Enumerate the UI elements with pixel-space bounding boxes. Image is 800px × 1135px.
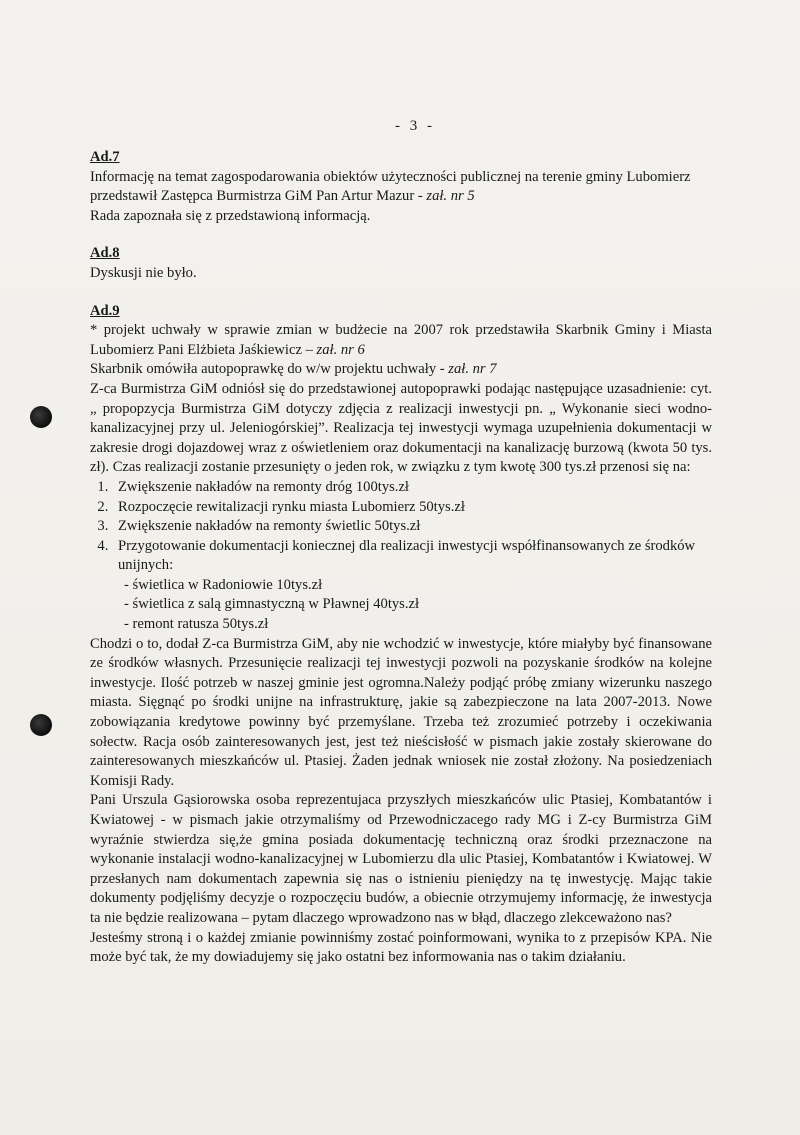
ad9-paragraph-3: Jesteśmy stroną i o każdej zmianie powinniśmy zostać poinformowani, wynika to z przepisów KPA. Nie może być tak, że my dowiadujemy się jako ostatni bez informowania nas o takim działaniu.	[90, 929, 712, 966]
ad9-intro	[90, 321, 712, 360]
ad8-line1: Dyskusji nie było.	[90, 264, 197, 281]
ad9-paragraph-1: Chodzi o to, dodał Z-ca Burmistrza GiM, aby nie wchodzić w inwestycje, które miałyby być finansowane ze środków własnych. Przesunięcie realizacji tej inwestycji pozwoli na pozyskanie środków na kolejne inwestycje. Ilość potrzeb w naszej gminie jest ogromna.Należy podjąć próbę zmiany wizerunku naszego miasta. Sięgnąć po środki unijne na infrastrukturę, jakie są zabezpieczone na lata 2007-2013. Nowe zobowiązania kredytowe powinny być przemyślane. Trzeba też zrozumieć potrzeby i oczekiwania sołectw. Racja osób zainteresowanych jest, jest też nieścisłość w pismach jakie zostały skierowane do zainteresowanych mieszkańców ul. Ptasiej. Żaden jednak wniosek nie został złożony. Na posiedzeniach Komisji Rady.	[90, 635, 712, 789]
ad9-paragraph-2: Pani Urszula Gąsiorowska osoba reprezentujaca przyszłych mieszkańców ulic Ptasiej, Kombatantów i Kwiatowej - w pismach jakie otrzymaliśmy od Przewodniczacego rady MG i Z-cy Burmistrza GiM wyraźnie stwierdza się,że gmina posiada dokumentację techniczną oraz środki przeznaczone na wykonanie instalacji wodno-kanalizacyjnej w Lubomierzu dla ulic Ptasiej, Kombatantów i Kwiatowej. W przesłanych nam dokumentach zapewnia się nas o istnieniu pieniędzy na tę inwestycję. Mając takie dokumenty podjęliśmy decyzje o rozpoczęciu budów, a obiecnie otrzymujemy informację, że inwestycja ta nie będzie realizowana – pytam dlaczego wprowadzono nas w błąd, dlaczego zlekceważono nas?	[90, 792, 712, 926]
ad7-attachment: - zał. nr 5	[417, 188, 475, 205]
ad7-line1: Informację na temat zagospodarowania obiektów użyteczności publicznej na terenie gminy Lubomierz przedstawił Zastępca Burmistrza GiM Pan Artur Mazur	[90, 168, 691, 205]
section-heading-ad8: Ad.8	[90, 245, 120, 262]
section-heading-ad9: Ad.9	[90, 302, 120, 319]
ad7-text	[90, 168, 712, 207]
sub-list	[118, 576, 712, 635]
section-heading-ad7: Ad.7	[90, 149, 120, 165]
list-item	[112, 537, 712, 635]
sub-list-item: - świetlica z salą gimnastyczną w Pławnej 40tys.zł	[124, 596, 420, 613]
list-item-text: Przygotowanie dokumentacji koniecznej dla realizacji inwestycji współfinansowanych ze środków unijnych:	[118, 537, 696, 574]
allocation-list	[90, 478, 712, 635]
ad9-intro-attachment: – zał. nr 6	[305, 341, 365, 358]
ad7-line2: Rada zapoznała się z przedstawioną informacją.	[90, 207, 371, 224]
ad9-intro-text: * projekt uchwały w sprawie zmian w budżecie na 2007 rok przedstawiła Skarbnik Gminy i Miasta Lubomierz Pani Elżbieta Jaśkiewicz	[90, 322, 712, 358]
sub-list-item: - świetlica w Radoniowie 10tys.zł	[124, 576, 323, 593]
punch-hole-bottom	[30, 714, 52, 736]
ad9-autopoprawka-text: Skarbnik omówiła autopoprawkę do w/w projektu uchwały	[90, 361, 440, 378]
sub-list-item: - remont ratusza 50tys.zł	[124, 616, 269, 633]
list-item: 1. Zwiększenie nakładów na remonty dróg 100tys.zł	[112, 478, 712, 498]
list-item: 2. Rozpoczęcie rewitalizacji rynku miasta Lubomierz 50tys.zł	[112, 498, 712, 518]
list-item: 3. Zwiększenie nakładów na remonty świetlic 50tys.zł	[112, 517, 712, 537]
punch-hole-top	[30, 406, 52, 428]
document-body	[90, 148, 712, 968]
ad9-autopoprawka	[90, 360, 712, 380]
ad9-autopoprawka-attachment: - zał. nr 7	[439, 361, 497, 378]
page-number: - 3 -	[395, 118, 435, 134]
ad9-justification: Z-ca Burmistrza GiM odniósł się do przedstawionej autopoprawki podając następujące uzasadnienie: cyt. „ propopzycja Burmistrza GiM dotyczy zdjęcia z realizacji inwestycji pn. „ Wykonanie sieci wodno-kanalizacyjnej przy ul. Jeleniogórskiej”. Realizacja tej inwestycji wymaga uzupełnienia dokumentacji w zakresie drogi dojazdowej wraz z oświetleniem oraz dokumentacji na kanalizację burzową (kwota 50 tys. zł). Czas realizacji zostanie przesunięty o jeden rok, w związku z tym kwotę 300 tys.zł przenosi się na:	[90, 380, 712, 476]
